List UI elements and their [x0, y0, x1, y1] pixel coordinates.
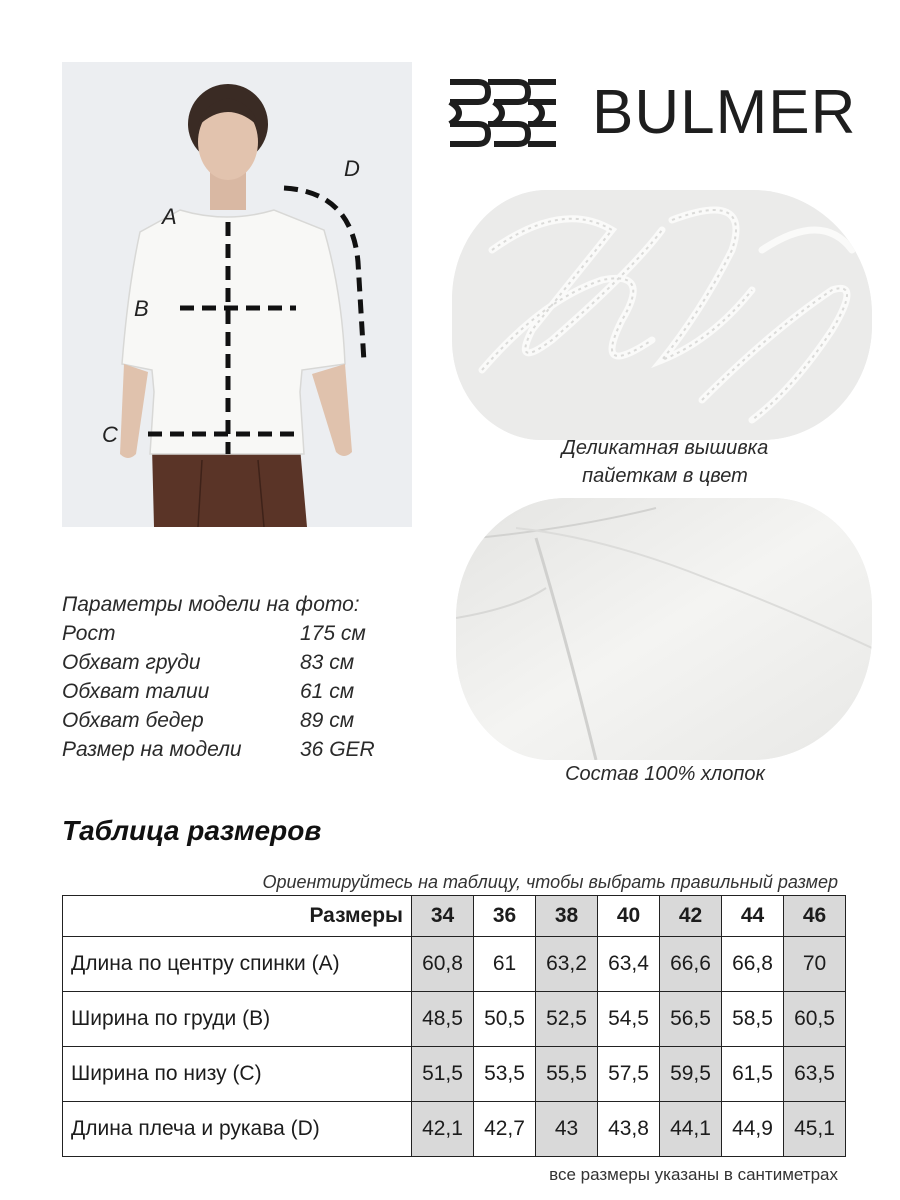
table-cell: 57,5: [598, 1047, 660, 1102]
table-cell: 63,2: [536, 937, 598, 992]
size-table: [62, 895, 846, 1157]
size-column-header: 42: [660, 896, 722, 937]
param-row: [62, 735, 375, 764]
size-header-label: Размеры: [63, 896, 412, 937]
param-value: 89 см: [300, 709, 355, 732]
table-row: [63, 1047, 846, 1102]
table-cell: 58,5: [722, 992, 784, 1047]
table-cell: 61,5: [722, 1047, 784, 1102]
table-cell: 51,5: [412, 1047, 474, 1102]
size-column-header: 36: [474, 896, 536, 937]
param-row: [62, 677, 375, 706]
size-table-header-row: [63, 896, 846, 937]
table-cell: 66,6: [660, 937, 722, 992]
model-params: [62, 590, 375, 764]
table-row: [63, 937, 846, 992]
table-cell: 60,8: [412, 937, 474, 992]
measure-label-b: B: [134, 296, 149, 321]
table-row: [63, 1102, 846, 1157]
model-params-title: Параметры модели на фото:: [62, 593, 360, 616]
brand-name: BULMER: [592, 78, 857, 147]
param-label: Обхват талии: [62, 680, 210, 703]
size-column-header: 46: [784, 896, 846, 937]
measure-label-d: D: [344, 156, 360, 181]
param-value: 83 см: [300, 651, 355, 674]
detail-embroidery-caption: [500, 434, 830, 490]
param-label: Обхват груди: [62, 651, 201, 674]
param-row: [62, 619, 375, 648]
param-label: Обхват бедер: [62, 709, 204, 732]
table-cell: 52,5: [536, 992, 598, 1047]
table-cell: 56,5: [660, 992, 722, 1047]
table-cell: 42,7: [474, 1102, 536, 1157]
table-cell: 43: [536, 1102, 598, 1157]
size-column-header: 44: [722, 896, 784, 937]
row-label: Ширина по груди (B): [63, 992, 412, 1047]
table-cell: 55,5: [536, 1047, 598, 1102]
caption-line: Состав 100% хлопок: [565, 763, 765, 785]
table-cell: 59,5: [660, 1047, 722, 1102]
param-row: [62, 706, 375, 735]
table-cell: 54,5: [598, 992, 660, 1047]
measure-label-a: A: [162, 204, 177, 229]
size-column-header: 40: [598, 896, 660, 937]
table-cell: 66,8: [722, 937, 784, 992]
caption-line: пайеткам в цвет: [582, 465, 748, 487]
table-cell: 44,1: [660, 1102, 722, 1157]
size-table-hint: Ориентируйтесь на таблицу, чтобы выбрать правильный размер: [262, 872, 838, 892]
table-cell: 61: [474, 937, 536, 992]
param-label: Размер на модели: [62, 738, 242, 761]
model-illustration: [62, 62, 412, 527]
detail-fabric-caption: [500, 760, 830, 788]
size-column-header: 34: [412, 896, 474, 937]
brand-logo-icon: [448, 76, 560, 150]
table-cell: 48,5: [412, 992, 474, 1047]
table-cell: 60,5: [784, 992, 846, 1047]
size-column-header: 38: [536, 896, 598, 937]
table-cell: 44,9: [722, 1102, 784, 1157]
row-label: Длина плеча и рукава (D): [63, 1102, 412, 1157]
param-value: 175 см: [300, 622, 366, 645]
size-table-note: все размеры указаны в сантиметрах: [549, 1165, 838, 1184]
param-value: 61 см: [300, 680, 355, 703]
table-cell: 50,5: [474, 992, 536, 1047]
table-cell: 45,1: [784, 1102, 846, 1157]
model-photo: [62, 62, 412, 527]
table-cell: 63,5: [784, 1047, 846, 1102]
detail-embroidery-photo: [452, 190, 872, 440]
caption-line: Деликатная вышивка: [561, 437, 769, 459]
size-table-title: Таблица размеров: [62, 815, 322, 846]
table-cell: 43,8: [598, 1102, 660, 1157]
table-cell: 53,5: [474, 1047, 536, 1102]
measure-label-c: C: [102, 422, 118, 447]
param-row: [62, 648, 375, 677]
table-cell: 70: [784, 937, 846, 992]
table-row: [63, 992, 846, 1047]
table-cell: 63,4: [598, 937, 660, 992]
row-label: Ширина по низу (C): [63, 1047, 412, 1102]
detail-fabric-photo: [456, 498, 872, 760]
row-label: Длина по центру спинки (A): [63, 937, 412, 992]
table-cell: 42,1: [412, 1102, 474, 1157]
param-value: 36 GER: [300, 738, 375, 761]
param-label: Рост: [62, 622, 116, 645]
